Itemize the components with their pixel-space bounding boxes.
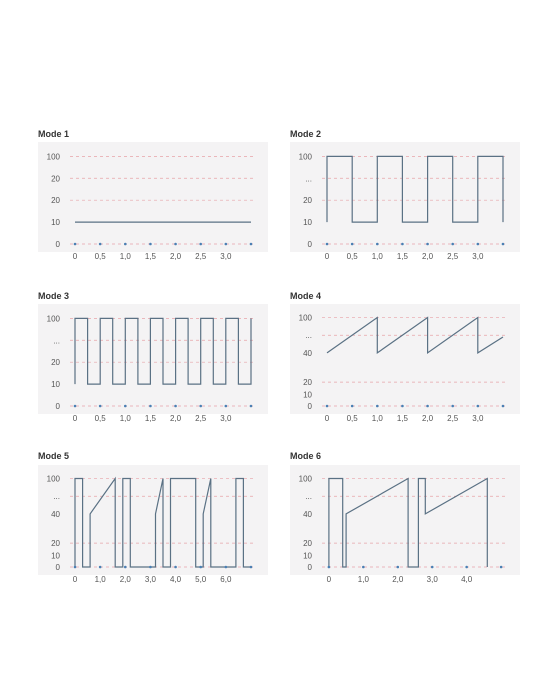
baseline-dot: [250, 566, 253, 569]
x-tick-label: 2,0: [392, 575, 404, 584]
baseline-dot: [124, 243, 127, 246]
y-tick-label: ...: [305, 174, 312, 184]
x-tick-label: 1,0: [371, 252, 383, 261]
y-tick-label: 20: [51, 174, 60, 184]
x-tick-label: 0: [324, 252, 330, 261]
y-tick-label: 20: [51, 196, 60, 206]
y-tick-label: 10: [303, 218, 312, 228]
chart-svg: [38, 142, 268, 267]
x-tick-label: 3,0: [472, 252, 484, 261]
x-tick-label: 1,5: [144, 414, 156, 423]
y-tick-label: 20: [51, 358, 60, 368]
x-tick-label: 1,0: [94, 575, 106, 584]
baseline-dot: [451, 243, 454, 246]
chart-svg: [38, 465, 268, 590]
y-tick-label: 20: [51, 539, 60, 549]
x-tick-label: 1,0: [371, 414, 383, 423]
chart-svg: [38, 304, 268, 429]
chart-svg: [290, 304, 520, 429]
x-tick-label: 1,0: [357, 575, 369, 584]
series-line: [327, 156, 503, 222]
baseline-dot: [477, 243, 480, 246]
y-tick-label: 10: [51, 380, 60, 390]
y-tick-label: 20: [303, 196, 312, 206]
x-tick-label: 2,0: [119, 575, 131, 584]
baseline-dot: [149, 243, 152, 246]
y-tick-label: 0: [55, 240, 60, 249]
baseline-dot: [74, 243, 77, 246]
x-tick-label: 0,5: [94, 414, 106, 423]
baseline-dot: [199, 243, 202, 246]
x-tick-label: 6,0: [220, 575, 232, 584]
chart-title: Mode 2: [290, 129, 322, 139]
baseline-dot: [124, 566, 127, 569]
baseline-dot: [500, 566, 503, 569]
x-tick-label: 1,5: [144, 252, 156, 261]
y-tick-label: 10: [51, 551, 60, 561]
baseline-dot: [426, 243, 429, 246]
baseline-dot: [174, 566, 177, 569]
baseline-dot: [376, 243, 379, 246]
baseline-dot: [225, 566, 228, 569]
x-tick-label: 3,0: [144, 575, 156, 584]
x-tick-label: 1,0: [119, 252, 131, 261]
baseline-dot: [465, 566, 468, 569]
y-tick-label: 0: [307, 563, 312, 572]
x-tick-label: 1,5: [396, 414, 408, 423]
y-tick-label: 100: [46, 314, 60, 324]
y-tick-label: 40: [51, 509, 60, 519]
baseline-dot: [74, 566, 77, 569]
x-tick-label: 0,5: [94, 252, 106, 261]
y-tick-label: ...: [305, 492, 312, 502]
baseline-dot: [326, 243, 329, 246]
baseline-dot: [376, 405, 379, 408]
y-tick-label: 20: [303, 378, 312, 388]
baseline-dot: [351, 243, 354, 246]
baseline-dot: [149, 405, 152, 408]
x-tick-label: 2,5: [447, 414, 459, 423]
series-line: [75, 479, 251, 568]
y-tick-label: 100: [46, 474, 60, 484]
baseline-dot: [225, 243, 228, 246]
x-tick-label: 1,0: [119, 414, 131, 423]
y-tick-label: 0: [55, 402, 60, 411]
series-line: [329, 479, 487, 568]
x-tick-label: 0,5: [346, 414, 358, 423]
x-tick-label: 2,0: [170, 414, 182, 423]
baseline-dot: [362, 566, 365, 569]
chart-panel: [290, 465, 520, 584]
chart-title: Mode 3: [38, 291, 70, 301]
x-tick-label: 3,0: [472, 414, 484, 423]
y-tick-label: ...: [53, 492, 60, 502]
chart-panel: [38, 142, 268, 261]
chart-panel: [290, 142, 520, 261]
baseline-dot: [477, 405, 480, 408]
baseline-dot: [328, 566, 331, 569]
y-tick-label: 40: [303, 509, 312, 519]
y-tick-label: 10: [303, 390, 312, 400]
x-tick-label: 2,0: [422, 414, 434, 423]
y-tick-label: 40: [303, 348, 312, 358]
baseline-dot: [99, 243, 102, 246]
x-tick-label: 4,0: [461, 575, 473, 584]
y-tick-label: 100: [46, 152, 60, 162]
chart-panel: [290, 304, 520, 423]
y-tick-label: 10: [51, 218, 60, 228]
baseline-dot: [199, 405, 202, 408]
x-tick-label: 4,0: [170, 575, 182, 584]
baseline-dot: [431, 566, 434, 569]
chart-svg: [290, 142, 520, 267]
series-line: [75, 318, 251, 384]
x-tick-label: 0: [326, 575, 332, 584]
baseline-dot: [225, 405, 228, 408]
x-tick-label: 1,5: [396, 252, 408, 261]
y-tick-label: 10: [303, 551, 312, 561]
y-tick-label: ...: [53, 336, 60, 346]
baseline-dot: [99, 566, 102, 569]
baseline-dot: [401, 405, 404, 408]
x-tick-label: 2,5: [195, 414, 207, 423]
x-tick-label: 0,5: [346, 252, 358, 261]
x-tick-label: 0: [72, 414, 78, 423]
baseline-dot: [396, 566, 399, 569]
y-tick-label: 100: [298, 313, 312, 323]
x-tick-label: 0: [72, 252, 78, 261]
baseline-dot: [74, 405, 77, 408]
chart-title: Mode 1: [38, 129, 70, 139]
y-tick-label: 0: [307, 402, 312, 411]
baseline-dot: [99, 405, 102, 408]
x-tick-label: 0: [72, 575, 78, 584]
x-tick-label: 0: [324, 414, 330, 423]
baseline-dot: [174, 405, 177, 408]
baseline-dot: [502, 405, 505, 408]
baseline-dot: [149, 566, 152, 569]
x-tick-label: 3,0: [426, 575, 438, 584]
baseline-dot: [326, 405, 329, 408]
y-tick-label: 100: [298, 152, 312, 162]
baseline-dot: [250, 243, 253, 246]
y-tick-label: 0: [307, 240, 312, 249]
chart-title: Mode 5: [38, 451, 70, 461]
y-tick-label: ...: [305, 331, 312, 341]
y-tick-label: 100: [298, 474, 312, 484]
baseline-dot: [426, 405, 429, 408]
x-tick-label: 2,5: [195, 252, 207, 261]
chart-title: Mode 6: [290, 451, 322, 461]
chart-panel: [38, 304, 268, 423]
baseline-dot: [250, 405, 253, 408]
y-tick-label: 0: [55, 563, 60, 572]
x-tick-label: 2,0: [422, 252, 434, 261]
chart-title: Mode 4: [290, 291, 322, 301]
x-tick-label: 3,0: [220, 414, 232, 423]
baseline-dot: [401, 243, 404, 246]
chart-panel: [38, 465, 268, 584]
chart-svg: [290, 465, 520, 590]
x-tick-label: 5,0: [195, 575, 207, 584]
baseline-dot: [451, 405, 454, 408]
baseline-dot: [351, 405, 354, 408]
baseline-dot: [174, 243, 177, 246]
baseline-dot: [502, 243, 505, 246]
x-tick-label: 2,5: [447, 252, 459, 261]
y-tick-label: 20: [303, 539, 312, 549]
baseline-dot: [124, 405, 127, 408]
x-tick-label: 2,0: [170, 252, 182, 261]
x-tick-label: 3,0: [220, 252, 232, 261]
baseline-dot: [199, 566, 202, 569]
